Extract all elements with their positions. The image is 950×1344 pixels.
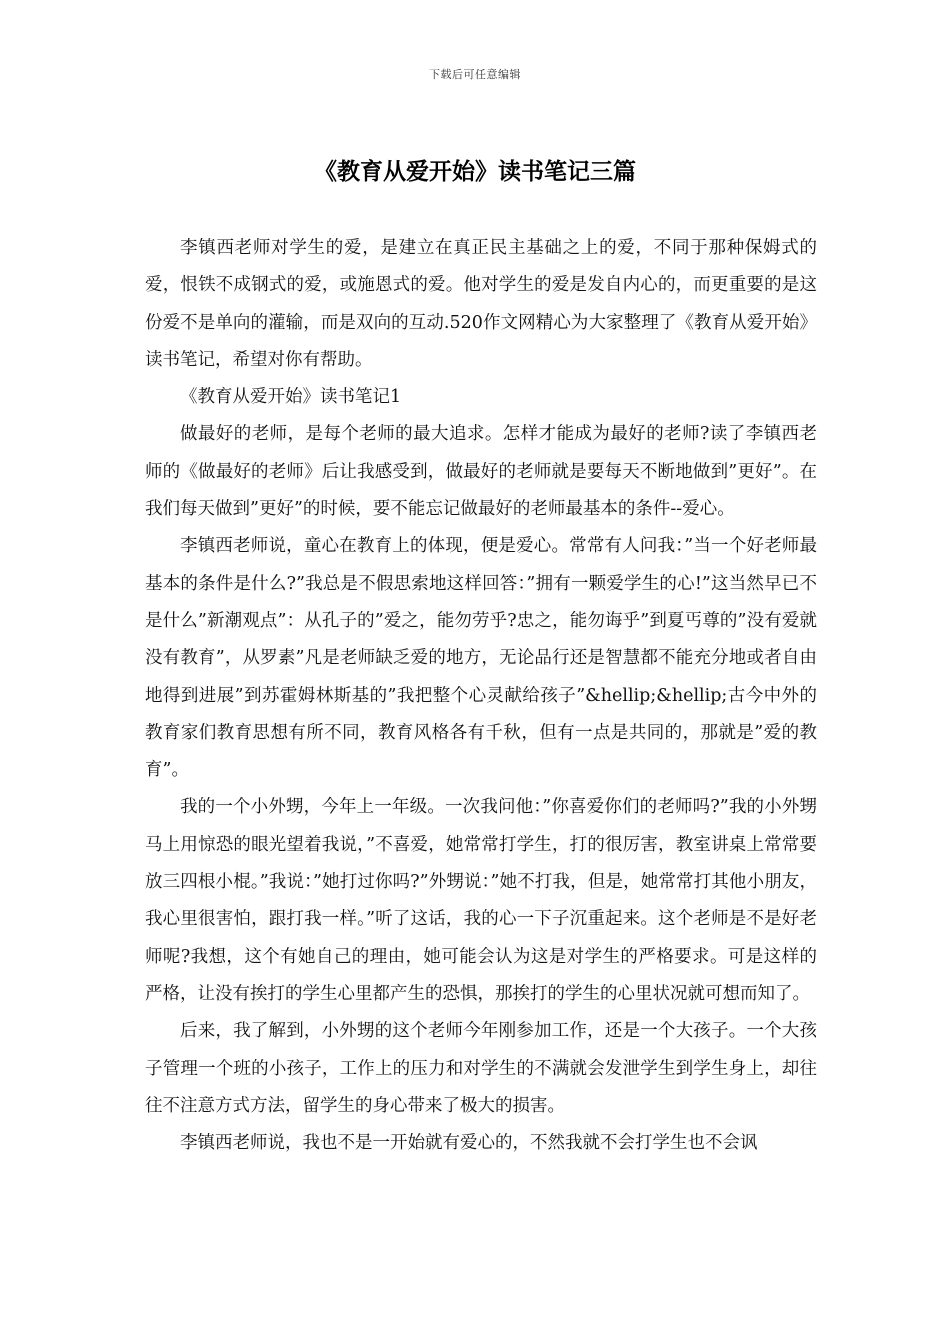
body-paragraph: 李镇西老师说，童心在教育上的体现，便是爱心。常常有人问我：”当一个好老师最基本的条件是什么?”我总是不假思索地这样回答：”拥有一颗爱学生的心!”这当然早已不是什么”新潮观点”：从孔子的”爱之，能勿劳乎?忠之，能勿诲乎”到夏丐尊的”没有爱就没有教育”，从罗素”凡是老师缺乏爱的地方，无论品行还是智慧都不能充分地或者自由地得到进展”到苏霍姆林斯基的”我把整个心灵献给孩子”&hellip;&hellip;古今中外的教育家们教育思想有所不同，教育风格各有千秋，但有一点是共同的，那就是”爱的教育”。	[145, 536, 817, 781]
body-paragraph: 我的一个小外甥，今年上一年级。一次我问他：”你喜爱你们的老师吗?”我的小外甥马上用惊恐的眼光望着我说，”不喜爱，她常常打学生，打的很厉害，教室讲桌上常常要放三四根小棍。”我说：”她打过你吗?”外甥说：”她不打我，但是，她常常打其他小朋友，我心里很害怕，跟打我一样。”听了这话，我的心一下子沉重起来。这个老师是不是好老师呢?我想，这个有她自己的理由，她可能会认为这是对学生的严格要求。可是这样的严格，让没有挨打的学生心里都产生的恐惧，那挨打的学生的心里状况就可想而知了。	[145, 797, 817, 1004]
document-body	[145, 230, 817, 1162]
header-note: 下载后可任意编辑	[429, 68, 521, 81]
intro-paragraph: 李镇西老师对学生的爱，是建立在真正民主基础之上的爱，不同于那种保姆式的爱，恨铁不成钢式的爱，或施恩式的爱。他对学生的爱是发自内心的，而更重要的是这份爱不是单向的灌输，而是双向的互动.520作文网精心为大家整理了《教育从爱开始》读书笔记，希望对你有帮助。	[145, 238, 817, 370]
body-paragraph: 李镇西老师说，我也不是一开始就有爱心的，不然我就不会打学生也不会讽	[180, 1133, 758, 1154]
body-paragraph: 后来，我了解到，小外甥的这个老师今年刚参加工作，还是一个大孩子。一个大孩子管理一个班的小孩子，工作上的压力和对学生的不满就会发泄学生到学生身上，却往往不注意方式方法，留学生的身心带来了极大的损害。	[145, 1021, 817, 1116]
document-title: 《教育从爱开始》读书笔记三篇	[314, 159, 636, 185]
body-paragraph: 做最好的老师，是每个老师的最大追求。怎样才能成为最好的老师?读了李镇西老师的《做最好的老师》后让我感受到，做最好的老师就是要每天不断地做到”更好”。在我们每天做到”更好”的时候，要不能忘记做最好的老师最基本的条件--爱心。	[145, 424, 817, 520]
section-heading: 《教育从爱开始》读书笔记1	[180, 387, 402, 408]
